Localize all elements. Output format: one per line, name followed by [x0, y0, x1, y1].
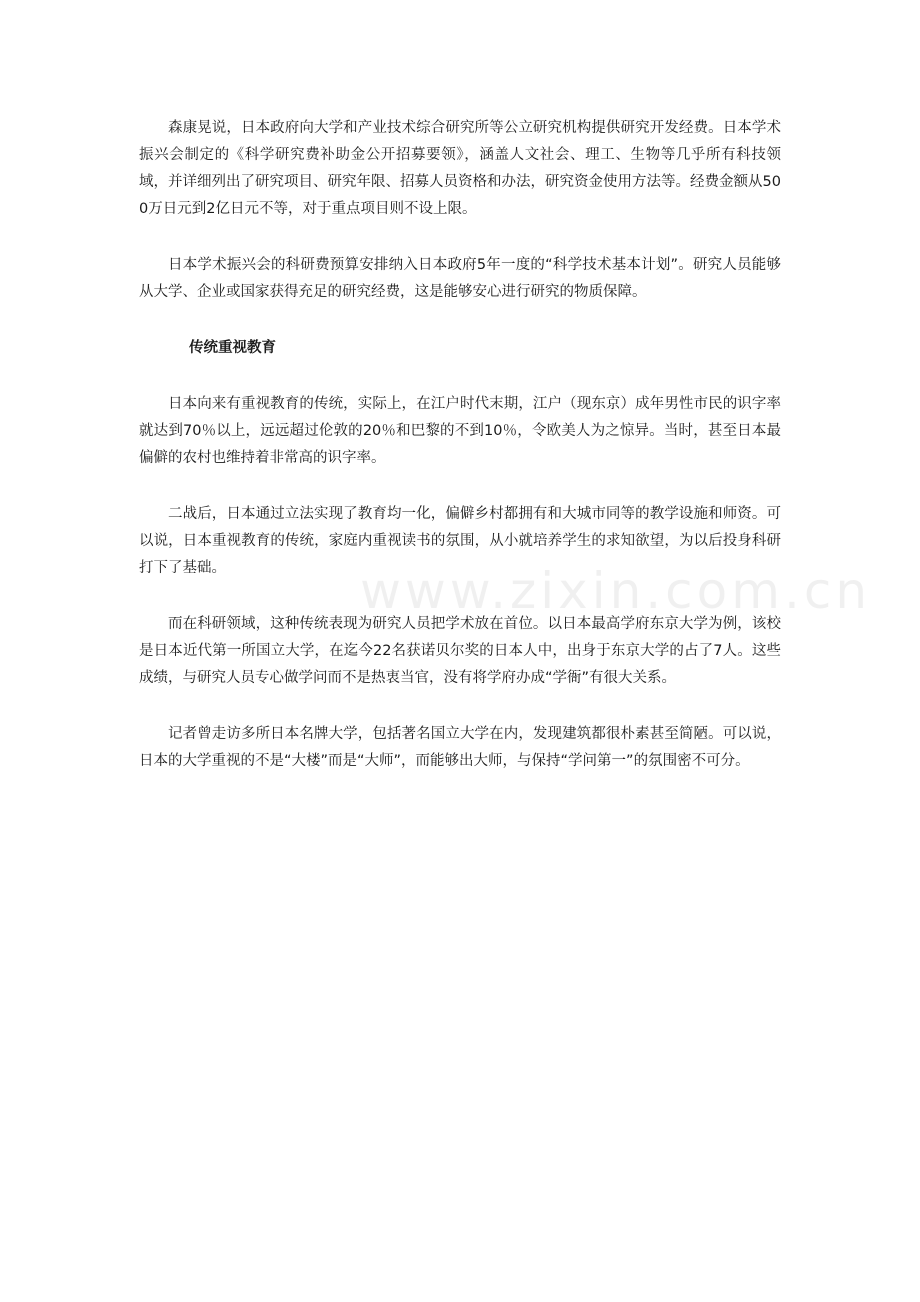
- paragraph-postwar-education: 二战后，日本通过立法实现了教育均一化，偏僻乡村都拥有和大城市同等的教学设施和师资。可以说，日本重视教育的传统，家庭内重视读书的氛围，从小就培养学生的求知欲望，为以后投身科研打下了基础。: [139, 506, 781, 576]
- section-heading: 传统重视教育: [189, 340, 276, 356]
- paragraph-literacy: 日本向来有重视教育的传统，实际上，在江户时代末期，江户（现东京）成年男性市民的识字率就达到70％以上，远远超过伦敦的20％和巴黎的不到10％，令欧美人为之惊异。当时，甚至日本最偏僻的农村也维持着非常高的识字率。: [139, 396, 781, 466]
- paragraph-science-plan: 日本学术振兴会的科研费预算安排纳入日本政府5年一度的“科学技术基本计划”。研究人员能够从大学、企业或国家获得充足的研究经费，这是能够安心进行研究的物质保障。: [139, 257, 781, 300]
- watermark: www.zixin.com.cn: [360, 562, 872, 620]
- paragraph-tokyo-university: 而在科研领域，这种传统表现为研究人员把学术放在首位。以日本最高学府东京大学为例，该校是日本近代第一所国立大学，在迄今22名获诺贝尔奖的日本人中，出身于东京大学的占了7人。这些成绩，与研究人员专心做学问而不是热衷当官，没有将学府办成“学衙”有很大关系。: [139, 616, 781, 686]
- paragraph-university-buildings: 记者曾走访多所日本名牌大学，包括著名国立大学在内，发现建筑都很朴素甚至简陋。可以说，日本的大学重视的不是“大楼”而是“大师”，而能够出大师，与保持“学问第一”的氛围密不可分。: [139, 726, 781, 769]
- paragraph-research-funding: 森康晃说，日本政府向大学和产业技术综合研究所等公立研究机构提供研究开发经费。日本学术振兴会制定的《科学研究费补助金公开招募要领》，涵盖人文社会、理工、生物等几乎所有科技领域，并详细列出了研究项目、研究年限、招募人员资格和办法，研究资金使用方法等。经费金额从500万日元到2亿日元不等，对于重点项目则不设上限。: [139, 120, 781, 217]
- article-body: [139, 115, 781, 804]
